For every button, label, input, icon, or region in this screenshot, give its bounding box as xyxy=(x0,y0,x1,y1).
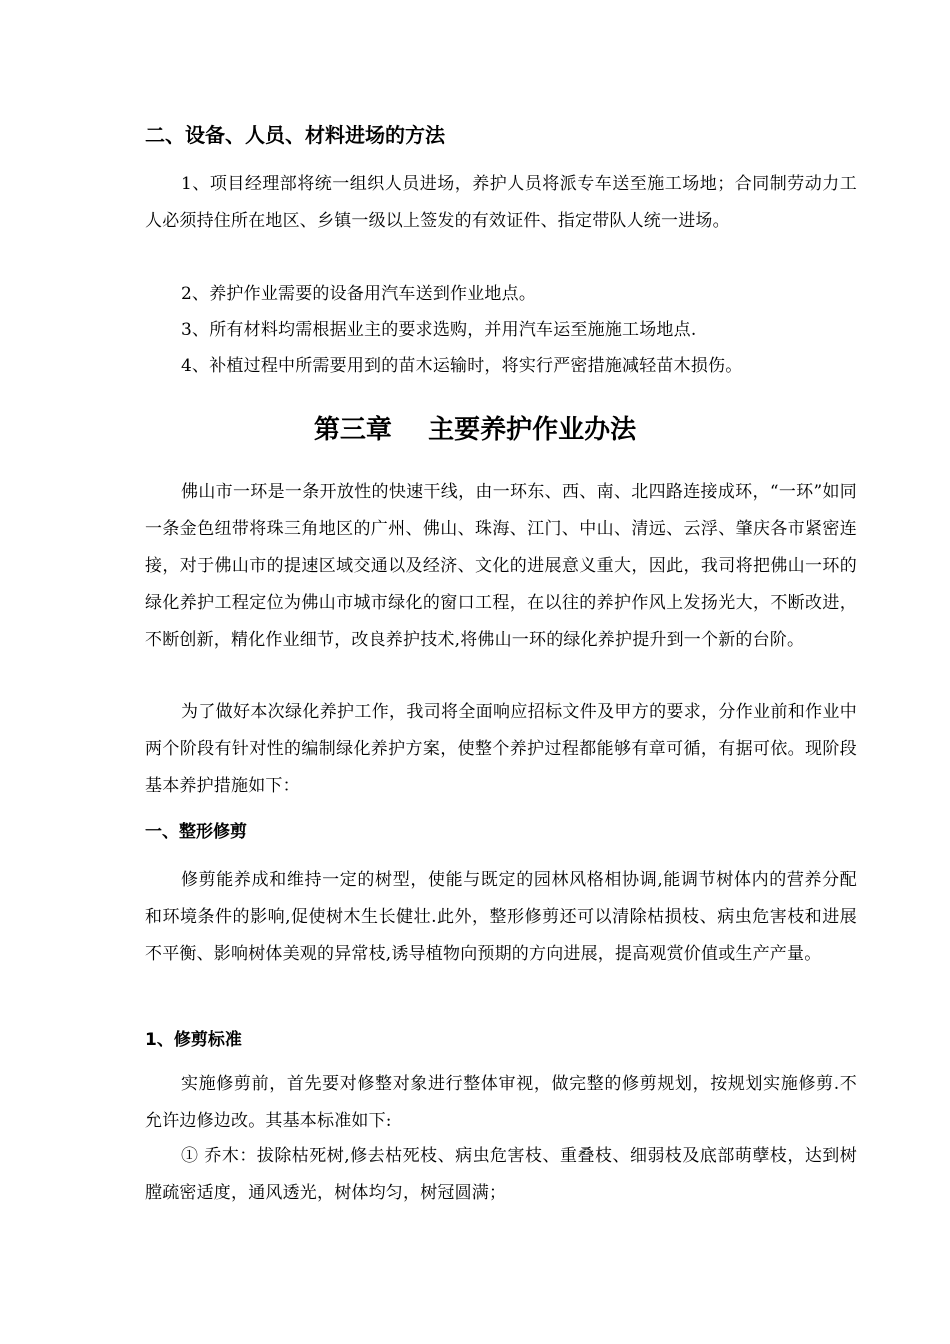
section-heading-pruning: 一、整形修剪 xyxy=(145,822,247,842)
equipment-item-1: 1、项目经理部将统一组织人员进场，养护人员将派专车送至施工场地；合同制劳动力工人必须持住所在地区、乡镇一级以上签发的有效证件、指定带队人统一进场。 xyxy=(145,174,857,231)
equipment-item-4: 4、补植过程中所需要用到的苗木运输时，将实行严密措施减轻苗木损伤。 xyxy=(181,356,743,376)
standard-paragraph: 实施修剪前，首先要对修整对象进行整体审视，做完整的修剪规划，按规划实施修剪.不允许边修边改。其基本标准如下: xyxy=(145,1074,857,1131)
subsection-heading-standard: 1、修剪标准 xyxy=(145,1030,242,1050)
equipment-item-3: 3、所有材料均需根据业主的要求选购，并用汽车运至施施工场地点. xyxy=(181,320,697,340)
standard-tree-item: ① 乔木：拔除枯死树,修去枯死枝、病虫危害枝、重叠枝、细弱枝及底部萌孽枝，达到树膛疏密适度，通风透光，树体均匀，树冠圆满； xyxy=(145,1146,857,1203)
pruning-paragraph: 修剪能养成和维持一定的树型，使能与既定的园林风格相协调,能调节树体内的营养分配和环境条件的影响,促使树木生长健壮.此外，整形修剪还可以清除枯损枝、病虫危害枝和进展不平衡、影响树体美观的异常枝,诱导植物向预期的方向进展，提高观赏价值或生产产量。 xyxy=(145,870,857,964)
equipment-item-2: 2、养护作业需要的设备用汽车送到作业地点。 xyxy=(181,284,537,304)
chapter-intro-paragraph-1: 佛山市一环是一条开放性的快速干线，由一环东、西、南、北四路连接成环，“一环”如同一条金色纽带将珠三角地区的广州、佛山、珠海、江门、中山、清远、云浮、肇庆各市紧密连接，对于佛山市的提速区域交通以及经济、文化的进展意义重大，因此，我司将把佛山一环的绿化养护工程定位为佛山市城市绿化的窗口工程，在以往的养护作风上发扬光大，不断改进，不断创新，精化作业细节，改良养护技术,将佛山一环的绿化养护提升到一个新的台阶。 xyxy=(145,482,857,650)
chapter-intro-paragraph-2: 为了做好本次绿化养护工作，我司将全面响应招标文件及甲方的要求，分作业前和作业中两个阶段有针对性的编制绿化养护方案，使整个养护过程都能够有章可循，有据可依。现阶段基本养护措施如下： xyxy=(145,702,857,796)
chapter-title: 第三章 主要养护作业办法 xyxy=(313,415,637,445)
section-heading-equipment: 二、设备、人员、材料进场的方法 xyxy=(145,123,445,147)
